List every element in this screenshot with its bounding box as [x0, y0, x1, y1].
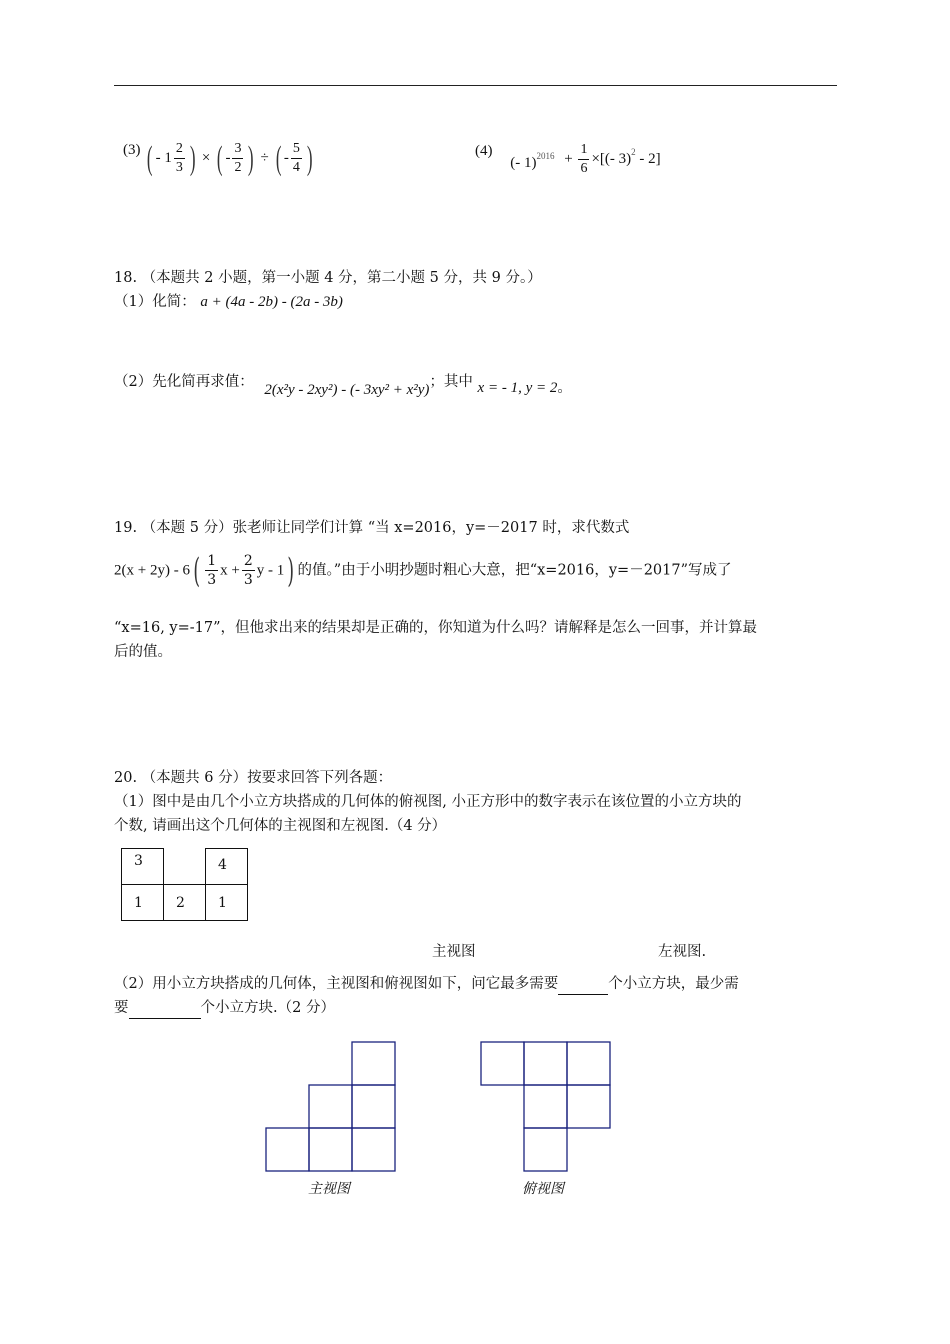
grid-cell: 1 — [122, 885, 164, 921]
fraction: $\frac{2}{3}$ — [243, 553, 253, 588]
q19-expr-b: x + — [220, 562, 240, 579]
header-rule — [114, 85, 837, 86]
q17-p3-label: (3) — [123, 142, 141, 158]
q18-p2-mid: ；其中 — [429, 374, 473, 390]
cube-square — [309, 1128, 352, 1171]
q18-p2-expression: 2(x²y - 2xy²) - (- 3xy² + x²y) — [264, 382, 430, 398]
q19-line3: “x=16, y=-17”，但他求出来的结果却是正确的，你知道为什么吗？请解释是怎么一回事，并计算最 — [114, 620, 758, 636]
q20-p2-line1: （2）用小立方块搭成的几何体，主视图和俯视图如下，问它最多需要 个小立方块，最少需 — [114, 974, 739, 995]
answer-blank[interactable] — [129, 998, 201, 1019]
fraction: $\frac{1}{3}$ — [207, 553, 217, 588]
q17-p3-term1: - 1 — [155, 149, 172, 166]
front-view-figure — [262, 1040, 402, 1172]
grid-cell: 2 — [164, 885, 206, 921]
grid-cell-empty — [164, 849, 206, 885]
paren-right: ) — [189, 139, 196, 177]
q17-p3-term3: - — [283, 149, 289, 166]
q17-p4-term2: ×[(- 3) — [591, 150, 632, 167]
cube-square — [266, 1128, 309, 1171]
paren-left: ( — [147, 139, 153, 177]
q19-line1: 19. （本题 5 分）张老师让同学们计算 “当 x=2016，y=－2017 时，求代数式 — [114, 520, 630, 536]
q17-p4-term1: (- 1) — [510, 155, 537, 171]
grid-cell: 3 — [122, 849, 164, 885]
front-view-label: 主视图 — [432, 944, 476, 960]
q18-p1-expression: a + (4a - 2b) - (2a - 3b) — [200, 294, 343, 310]
q17-p4-label: (4) — [475, 143, 493, 159]
top-view-figure — [478, 1040, 618, 1172]
cube-square — [524, 1042, 567, 1085]
q19-line4: 后的值。 — [114, 644, 172, 660]
times-sign: × — [201, 149, 211, 166]
q17-part4 — [475, 141, 661, 178]
cube-square — [567, 1042, 610, 1085]
q18-p2-condition: x = - 1, y = 2 — [477, 380, 558, 396]
q19-expr-a: 2(x + 2y) - 6 — [114, 562, 190, 579]
exponent: 2016 — [536, 151, 555, 161]
cube-square — [524, 1085, 567, 1128]
top-view-caption: 俯视图 — [522, 1181, 564, 1197]
top-view-grid — [121, 848, 248, 921]
cube-square — [352, 1085, 395, 1128]
q17-p4-term3: - 2] — [639, 150, 661, 167]
paren-left: ( — [275, 139, 282, 177]
q18-p1-label: （1）化简： — [114, 294, 196, 310]
q20-heading: 20. （本题共 6 分）按要求回答下列各题： — [114, 770, 393, 786]
q18-part2 — [114, 372, 572, 398]
left-view-label: 左视图. — [658, 944, 707, 960]
answer-blank[interactable] — [558, 974, 608, 995]
plus-sign: + — [564, 150, 573, 167]
q19-expr-c: y - 1 — [256, 562, 285, 579]
paren-left: ( — [216, 139, 223, 177]
q17-part3 — [123, 140, 315, 177]
q19-line2-tail: 的值。”由于小明抄题时粗心大意，把“x=2016，y=－2017”写成了 — [297, 562, 732, 579]
q18-heading: 18. （本题共 2 小题，第一小题 4 分，第二小题 5 分，共 9 分。） — [114, 270, 542, 286]
paren-left: ( — [193, 550, 200, 591]
cube-square — [309, 1085, 352, 1128]
front-view-caption: 主视图 — [308, 1181, 350, 1197]
exponent: 2 — [631, 146, 636, 157]
q20-p1-line1: （1）图中是由几个小立方块搭成的几何体的俯视图, 小正方形中的数字表示在该位置的小立方块的 — [114, 794, 742, 810]
q20-p2-line2: 要 个小立方块.（2 分） — [114, 998, 335, 1019]
cube-square — [352, 1042, 395, 1085]
paren-right: ) — [248, 139, 254, 177]
q17-p3-term2: - — [225, 149, 231, 166]
q18-part1 — [114, 292, 343, 312]
paren-right: ) — [306, 139, 313, 177]
cube-square — [567, 1085, 610, 1128]
grid-cell: 1 — [206, 885, 248, 921]
q18-p2-end: 。 — [557, 380, 572, 396]
q19-line2 — [114, 552, 732, 589]
fraction: $\frac{2}{3}$ — [175, 141, 183, 175]
cube-square — [524, 1128, 567, 1171]
cube-square — [481, 1042, 524, 1085]
paren-right: ) — [287, 550, 295, 591]
grid-cell: 4 — [206, 849, 248, 885]
divide-sign: ÷ — [260, 149, 269, 166]
fraction: $\frac{1}{6}$ — [580, 142, 588, 176]
fraction: $\frac{3}{2}$ — [234, 141, 242, 175]
q18-p2-label: （2）先化简再求值： — [114, 374, 254, 390]
fraction: $\frac{5}{4}$ — [292, 141, 300, 175]
q20-p1-line2: 个数, 请画出这个几何体的主视图和左视图.（4 分） — [114, 818, 447, 834]
cube-square — [352, 1128, 395, 1171]
